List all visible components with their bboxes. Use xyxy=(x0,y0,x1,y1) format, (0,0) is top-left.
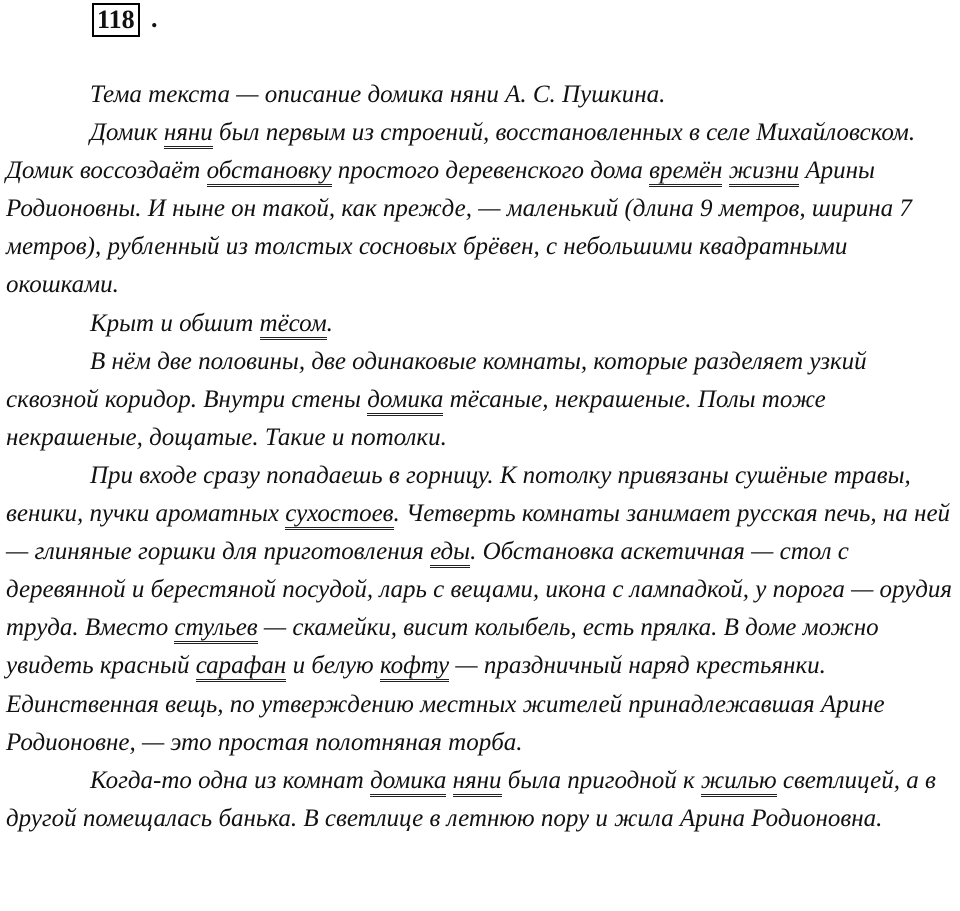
text-run: В нём две половины, две одинаковые комнаты, которые разделяет узкий сквозной коридор. Внутри стены xyxy=(6,347,867,413)
underlined-word: жилью xyxy=(701,767,777,797)
exercise-number-dot: . xyxy=(151,4,158,33)
underlined-word: няни xyxy=(164,119,213,149)
text-run: светлицей, а в другой помещалась банька. В светлице в летнюю пору и жила Арина Родионовна. xyxy=(6,766,936,832)
paragraph-4 xyxy=(6,343,956,457)
text-run: Крыт и обшит xyxy=(90,309,260,337)
paragraph-3 xyxy=(6,305,956,343)
text-run: простого деревенского дома xyxy=(331,157,650,185)
exercise-number: 118 xyxy=(92,3,140,37)
underlined-word: обстановку xyxy=(207,157,332,187)
text-run: была пригодной к xyxy=(501,766,701,794)
paragraph-1 xyxy=(6,76,956,114)
paragraph-2 xyxy=(6,114,956,304)
text-run: и белую xyxy=(286,652,380,680)
text-run xyxy=(446,767,452,794)
underlined-word: времён xyxy=(649,157,722,187)
underlined-word: жизни xyxy=(729,157,799,187)
underlined-word: кофту xyxy=(380,652,449,682)
paragraph-6 xyxy=(6,762,956,838)
text-run: . xyxy=(326,309,333,337)
underlined-word: стульев xyxy=(174,614,257,644)
underlined-word: еды xyxy=(430,538,470,568)
paragraph-5 xyxy=(6,457,956,762)
text-run: тёсаные, некрашеные. Полы тоже некрашеные, дощатые. Такие и потолки. xyxy=(6,385,826,451)
exercise-text xyxy=(6,76,956,838)
text-run: — скамейки, висит колыбель, есть прялка. В доме можно увидеть красный xyxy=(6,614,879,680)
text-run: был первым из строений, восстановленных в селе Михайловском. Домик воссоздаёт xyxy=(6,119,916,185)
underlined-word: сарафан xyxy=(196,652,287,682)
paragraph-1-text: Тема текста — описание домика няни А. С. Пушкина. xyxy=(90,81,666,108)
underlined-word: няни xyxy=(453,767,502,797)
text-run: При входе сразу попадаешь в горницу. К потолку привязаны сушёные травы, веники, пучки ароматных xyxy=(6,461,911,528)
text-run: Домик xyxy=(90,119,164,147)
underlined-word: домика xyxy=(370,767,446,797)
text-run: . Обстановка аскетичная — стол с деревянной и берестяной посудой, ларь с вещами, икона с лампадкой, у порога — орудия труда. Вместо xyxy=(6,538,953,642)
text-run: Арины Родионовны. И ныне он такой, как прежде, — маленький (длина 9 метров, ширина 7 метров), рубленный из толстых сосновых брёвен, с небольшими квадратными окошками. xyxy=(6,157,912,299)
text-run: . Четверть комнаты занимает русская печь, на ней — глиняные горшки для приготовления xyxy=(6,500,951,566)
underlined-word: домика xyxy=(367,386,443,416)
text-run: — праздничный наряд крестьянки. Единственная вещь, по утверждению местных жителей принадлежавшая Арине Родионовне, — это простая полотняная торба. xyxy=(6,652,885,756)
underlined-word: сухостоев xyxy=(285,500,393,530)
text-run: Когда-то одна из комнат xyxy=(90,766,371,794)
text-run xyxy=(722,157,728,184)
underlined-word: тёсом xyxy=(260,310,327,340)
